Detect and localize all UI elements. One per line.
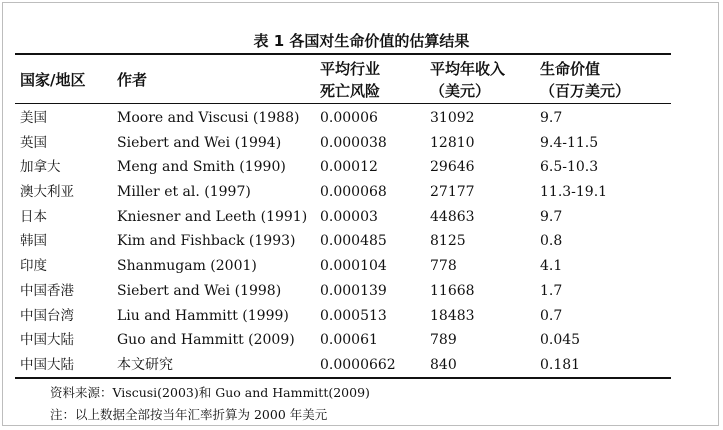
cell-author: 本文研究 — [117, 356, 173, 373]
table-row — [0, 254, 723, 279]
source-note: 资料来源：Viscusi(2003)和 Guo and Hammitt(2009) — [50, 385, 370, 400]
table-row — [0, 229, 723, 254]
cell-risk: 0.00061 — [320, 332, 378, 349]
cell-author: Kniesner and Leeth (1991) — [117, 208, 308, 225]
table-row — [0, 131, 723, 156]
cell-risk: 0.000485 — [320, 233, 387, 250]
cell-country: 韩国 — [20, 233, 47, 250]
cell-risk: 0.000139 — [320, 282, 387, 299]
cell-risk: 0.00006 — [320, 110, 378, 126]
cell-risk: 0.000068 — [320, 184, 387, 201]
cell-risk: 0.00012 — [320, 159, 378, 176]
cell-value: 0.181 — [540, 356, 581, 373]
cell-income: 11668 — [430, 282, 475, 299]
header-income-line2: （美元） — [430, 82, 491, 100]
header-author: 作者 — [117, 71, 148, 89]
cell-value: 9.7 — [540, 208, 563, 225]
cell-value: 1.7 — [540, 282, 563, 299]
cell-value: 0.8 — [540, 233, 563, 250]
header-risk-line1: 平均行业 — [320, 60, 381, 78]
cell-value: 6.5-10.3 — [540, 159, 599, 176]
cell-risk: 0.000513 — [320, 307, 387, 324]
cell-author: Guo and Hammitt (2009) — [117, 332, 295, 349]
cell-income: 31092 — [430, 110, 475, 126]
cell-value: 9.7 — [540, 110, 563, 126]
cell-income: 778 — [430, 258, 457, 275]
cell-author: Shanmugam (2001) — [117, 258, 257, 275]
table-row — [0, 180, 723, 205]
cell-country: 美国 — [20, 110, 47, 126]
cell-risk: 0.0000662 — [320, 356, 396, 373]
header-income — [430, 58, 505, 102]
header-value-line2: （百万美元） — [540, 82, 631, 100]
cell-country: 中国大陆 — [20, 332, 74, 349]
cell-author: Moore and Viscusi (1988) — [117, 110, 300, 126]
cell-value: 11.3-19.1 — [540, 184, 608, 201]
cell-country: 中国台湾 — [20, 307, 74, 324]
cell-value: 9.4-11.5 — [540, 134, 599, 151]
cell-income: 44863 — [430, 208, 475, 225]
cell-author: Siebert and Wei (1994) — [117, 134, 282, 151]
header-income-line1: 平均年收入 — [430, 60, 506, 78]
cell-income: 29646 — [430, 159, 475, 176]
cell-risk: 0.000038 — [320, 134, 387, 151]
header-value-line1: 生命价值 — [540, 60, 601, 78]
header-risk — [320, 58, 380, 102]
cell-value: 0.045 — [540, 332, 581, 349]
table-row — [0, 155, 723, 180]
table-title: 表 1 各国对生命价值的估算结果 — [253, 32, 470, 50]
cell-author: Siebert and Wei (1998) — [117, 282, 282, 299]
header-value — [540, 58, 630, 102]
cell-risk: 0.00003 — [320, 208, 378, 225]
cell-income: 18483 — [430, 307, 475, 324]
cell-income: 27177 — [430, 184, 475, 201]
cell-country: 英国 — [20, 134, 47, 151]
cell-country: 加拿大 — [20, 159, 61, 176]
table-row — [0, 205, 723, 230]
cell-author: Kim and Fishback (1993) — [117, 233, 296, 250]
cell-country: 澳大利亚 — [20, 184, 74, 201]
cell-author: Meng and Smith (1990) — [117, 159, 286, 176]
header-country: 国家/地区 — [20, 71, 86, 89]
cell-income: 8125 — [430, 233, 466, 250]
cell-author: Miller et al. (1997) — [117, 184, 251, 201]
header-rule — [15, 103, 671, 104]
table-row — [0, 353, 723, 378]
cell-income: 840 — [430, 356, 457, 373]
remark-note: 注：以上数据全部按当年汇率折算为 2000 年美元 — [50, 407, 328, 422]
cell-country: 日本 — [20, 208, 47, 225]
top-rule — [15, 53, 671, 55]
table-body — [0, 106, 723, 378]
cell-value: 4.1 — [540, 258, 563, 275]
table-row — [0, 279, 723, 304]
table-row — [0, 328, 723, 353]
table-row — [0, 304, 723, 329]
header-risk-line2: 死亡风险 — [320, 82, 381, 100]
cell-country: 中国大陆 — [20, 356, 74, 373]
cell-country: 印度 — [20, 258, 47, 275]
cell-author: Liu and Hammitt (1999) — [117, 307, 289, 324]
table-row — [0, 106, 723, 131]
cell-risk: 0.000104 — [320, 258, 387, 275]
cell-country: 中国香港 — [20, 282, 74, 299]
cell-income: 12810 — [430, 134, 475, 151]
cell-value: 0.7 — [540, 307, 563, 324]
cell-income: 789 — [430, 332, 457, 349]
bottom-rule — [15, 377, 671, 379]
